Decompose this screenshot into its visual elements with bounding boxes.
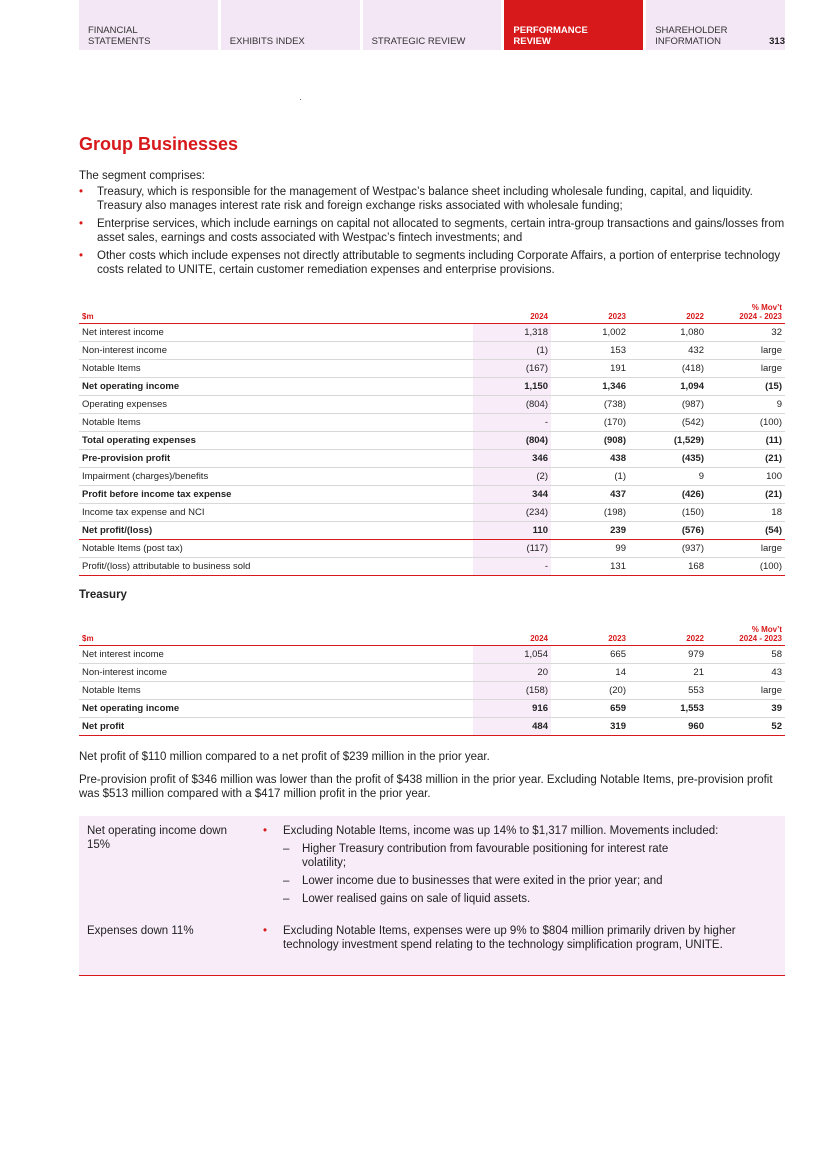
- cell-movement: (21): [707, 486, 785, 504]
- cell-movement: 43: [707, 664, 785, 682]
- cell-movement: (15): [707, 378, 785, 396]
- movement-label: Net operating income down 15%: [87, 825, 227, 851]
- cell-2024: (2): [473, 468, 551, 486]
- row-label: Notable Items: [79, 414, 473, 432]
- row-label: Profit/(loss) attributable to business sold: [79, 558, 473, 576]
- header-2024: 2024: [473, 621, 551, 646]
- table-row: [79, 450, 785, 468]
- row-label: Non-interest income: [79, 664, 473, 682]
- nav-tab-exhibits-index[interactable]: [221, 0, 360, 50]
- cell-2023: 99: [551, 540, 629, 558]
- row-label: Income tax expense and NCI: [79, 504, 473, 522]
- movement-bullet: • Excluding Notable Items, income was up 14% to $1,317 million. Movements included:: [263, 824, 773, 838]
- table-row: [79, 646, 785, 664]
- cell-2023: 191: [551, 360, 629, 378]
- header-movement: [707, 621, 785, 646]
- row-label: Pre-provision profit: [79, 450, 473, 468]
- row-label: Net profit: [79, 718, 473, 736]
- row-label: Notable Items: [79, 682, 473, 700]
- cell-2024: (158): [473, 682, 551, 700]
- cell-movement: 9: [707, 396, 785, 414]
- table-row: [79, 378, 785, 396]
- cell-movement: 58: [707, 646, 785, 664]
- table-row: [79, 468, 785, 486]
- page-title: Group Businesses: [79, 134, 239, 154]
- cell-2024: (234): [473, 504, 551, 522]
- cell-movement: (21): [707, 450, 785, 468]
- table-row: [79, 414, 785, 432]
- table-row: [79, 432, 785, 450]
- row-label: Impairment (charges)/benefits: [79, 468, 473, 486]
- cell-2022: 21: [629, 664, 707, 682]
- cell-2024: 1,054: [473, 646, 551, 664]
- header-2022: 2022: [629, 299, 707, 324]
- cell-2024: (117): [473, 540, 551, 558]
- row-label: Notable Items (post tax): [79, 540, 473, 558]
- nav-tab-label: EXHIBITS INDEX: [229, 36, 305, 47]
- intro-lead: The segment comprises:: [79, 170, 205, 182]
- movement-sub-item: – Lower realised gains on sale of liquid assets.: [263, 892, 773, 906]
- segment-intro: [79, 169, 787, 281]
- nav-tab-label: PERFORMANCE REVIEW: [513, 25, 588, 47]
- table-row: [79, 682, 785, 700]
- section-nav: [79, 0, 785, 50]
- movement-body: [263, 824, 773, 906]
- cell-2023: 1,346: [551, 378, 629, 396]
- table-row: [79, 486, 785, 504]
- cell-2024: (167): [473, 360, 551, 378]
- cell-2023: 665: [551, 646, 629, 664]
- cell-2022: 1,553: [629, 700, 707, 718]
- row-label: Non-interest income: [79, 342, 473, 360]
- cell-2022: (987): [629, 396, 707, 414]
- cell-movement: 18: [707, 504, 785, 522]
- cell-2024: -: [473, 558, 551, 576]
- movements-panel: [79, 816, 785, 976]
- cell-2022: 979: [629, 646, 707, 664]
- cell-2024: 484: [473, 718, 551, 736]
- treasury-heading: Treasury: [79, 589, 127, 601]
- cell-2024: 916: [473, 700, 551, 718]
- cell-2022: 1,094: [629, 378, 707, 396]
- table-row: [79, 324, 785, 342]
- page-number: 313: [769, 36, 785, 47]
- table-row: [79, 558, 785, 576]
- nav-tab-label: FINANCIAL STATEMENTS: [88, 25, 151, 47]
- cell-2024: (804): [473, 396, 551, 414]
- cell-2023: 239: [551, 522, 629, 540]
- cell-2022: 432: [629, 342, 707, 360]
- cell-2023: (170): [551, 414, 629, 432]
- nav-tab-label: SHAREHOLDER INFORMATION: [655, 25, 728, 47]
- cell-2022: 168: [629, 558, 707, 576]
- cell-2023: (20): [551, 682, 629, 700]
- table-row: [79, 360, 785, 378]
- segment-list-item: • Other costs which include expenses not directly attributable to segments including Corporate Affairs, a portion of enterprise technology costs related to UNITE, certain customer remediation expenses and enterprise provisions.: [79, 249, 787, 277]
- header-movement-line2: 2024 - 2023: [739, 634, 782, 643]
- table-row: [79, 522, 785, 540]
- cell-2022: (426): [629, 486, 707, 504]
- table-row: [79, 540, 785, 558]
- cell-movement: large: [707, 342, 785, 360]
- cell-movement: 39: [707, 700, 785, 718]
- table-header-row: [79, 621, 785, 646]
- cell-2024: 346: [473, 450, 551, 468]
- row-label: Notable Items: [79, 360, 473, 378]
- cell-2022: (542): [629, 414, 707, 432]
- cell-2024: 344: [473, 486, 551, 504]
- cell-2023: (1): [551, 468, 629, 486]
- cell-2024: 1,150: [473, 378, 551, 396]
- cell-2022: (937): [629, 540, 707, 558]
- stray-dot: [300, 99, 301, 100]
- pre-provision-paragraph: Pre-provision profit of $346 million was lower than the profit of $438 million in the prior year. Excluding Notable Items, pre-provision profit was $513 million compared with a $417 million profit in the prior year.: [79, 774, 773, 800]
- nav-tab-strategic-review[interactable]: [363, 0, 502, 50]
- cell-2024: 20: [473, 664, 551, 682]
- movement-body: [263, 924, 773, 952]
- row-label: Profit before income tax expense: [79, 486, 473, 504]
- group-businesses-table: [79, 299, 785, 576]
- net-profit-paragraph: Net profit of $110 million compared to a net profit of $239 million in the prior year.: [79, 751, 490, 763]
- cell-movement: (100): [707, 414, 785, 432]
- cell-2022: (435): [629, 450, 707, 468]
- row-label: Operating expenses: [79, 396, 473, 414]
- header-2024: 2024: [473, 299, 551, 324]
- cell-movement: large: [707, 360, 785, 378]
- row-label: Net interest income: [79, 324, 473, 342]
- header-movement-line1: % Mov’t: [751, 625, 782, 634]
- cell-2023: 438: [551, 450, 629, 468]
- movement-sub-item: – Lower income due to businesses that were exited in the prior year; and: [263, 874, 773, 888]
- row-label: Net operating income: [79, 378, 473, 396]
- movement-bullet: • Excluding Notable Items, expenses were up 9% to $804 million primarily driven by higher technology investment spend relating to the technology simplification program, UNITE.: [263, 924, 773, 952]
- cell-2023: (738): [551, 396, 629, 414]
- cell-2024: (1): [473, 342, 551, 360]
- cell-2023: 319: [551, 718, 629, 736]
- row-label: Net operating income: [79, 700, 473, 718]
- cell-movement: 100: [707, 468, 785, 486]
- cell-2024: 1,318: [473, 324, 551, 342]
- row-label: Net interest income: [79, 646, 473, 664]
- cell-2022: 553: [629, 682, 707, 700]
- cell-2024: 110: [473, 522, 551, 540]
- treasury-table: [79, 621, 785, 736]
- cell-movement: large: [707, 682, 785, 700]
- cell-movement: 32: [707, 324, 785, 342]
- header-unit: $m: [79, 621, 473, 646]
- cell-movement: large: [707, 540, 785, 558]
- cell-2023: (908): [551, 432, 629, 450]
- cell-2022: (576): [629, 522, 707, 540]
- nav-tab-performance-review[interactable]: [504, 0, 643, 50]
- header-movement: [707, 299, 785, 324]
- segment-list-item: • Treasury, which is responsible for the management of Westpac’s balance sheet including wholesale funding, capital, and liquidity. Treasury also manages interest rate risk and foreign exchange risks associated with wholesale funding;: [79, 185, 787, 213]
- table-row: [79, 396, 785, 414]
- segment-list-item: • Enterprise services, which include earnings on capital not allocated to segments, certain intra-group transactions and gains/losses from asset sales, earnings and costs associated with Westpac’s fintech investments; and: [79, 217, 787, 245]
- cell-2023: 14: [551, 664, 629, 682]
- cell-movement: 52: [707, 718, 785, 736]
- cell-2023: 1,002: [551, 324, 629, 342]
- table-row: [79, 700, 785, 718]
- table-header-row: [79, 299, 785, 324]
- cell-2022: 1,080: [629, 324, 707, 342]
- movement-sub-item: – Higher Treasury contribution from favourable positioning for interest rate volatility;: [263, 842, 773, 870]
- cell-2023: 437: [551, 486, 629, 504]
- header-movement-line2: 2024 - 2023: [739, 312, 782, 321]
- cell-2023: 153: [551, 342, 629, 360]
- nav-tab-label: STRATEGIC REVIEW: [371, 36, 466, 47]
- segment-list: [79, 185, 787, 277]
- table-row: [79, 504, 785, 522]
- cell-2023: 659: [551, 700, 629, 718]
- header-2023: 2023: [551, 299, 629, 324]
- cell-2023: 131: [551, 558, 629, 576]
- cell-2023: (198): [551, 504, 629, 522]
- cell-2022: 960: [629, 718, 707, 736]
- cell-2022: (1,529): [629, 432, 707, 450]
- cell-movement: (54): [707, 522, 785, 540]
- nav-tab-shareholder-information[interactable]: [646, 0, 785, 50]
- nav-tab-financial-statements[interactable]: [79, 0, 218, 50]
- cell-movement: (11): [707, 432, 785, 450]
- cell-2024: (804): [473, 432, 551, 450]
- table-row: [79, 718, 785, 736]
- header-2023: 2023: [551, 621, 629, 646]
- cell-2022: (150): [629, 504, 707, 522]
- table-row: [79, 664, 785, 682]
- cell-2024: -: [473, 414, 551, 432]
- row-label: Net profit/(loss): [79, 522, 473, 540]
- cell-movement: (100): [707, 558, 785, 576]
- header-movement-line1: % Mov’t: [751, 303, 782, 312]
- header-unit: $m: [79, 299, 473, 324]
- row-label: Total operating expenses: [79, 432, 473, 450]
- header-2022: 2022: [629, 621, 707, 646]
- cell-2022: (418): [629, 360, 707, 378]
- movement-label: Expenses down 11%: [87, 925, 194, 937]
- cell-2022: 9: [629, 468, 707, 486]
- table-row: [79, 342, 785, 360]
